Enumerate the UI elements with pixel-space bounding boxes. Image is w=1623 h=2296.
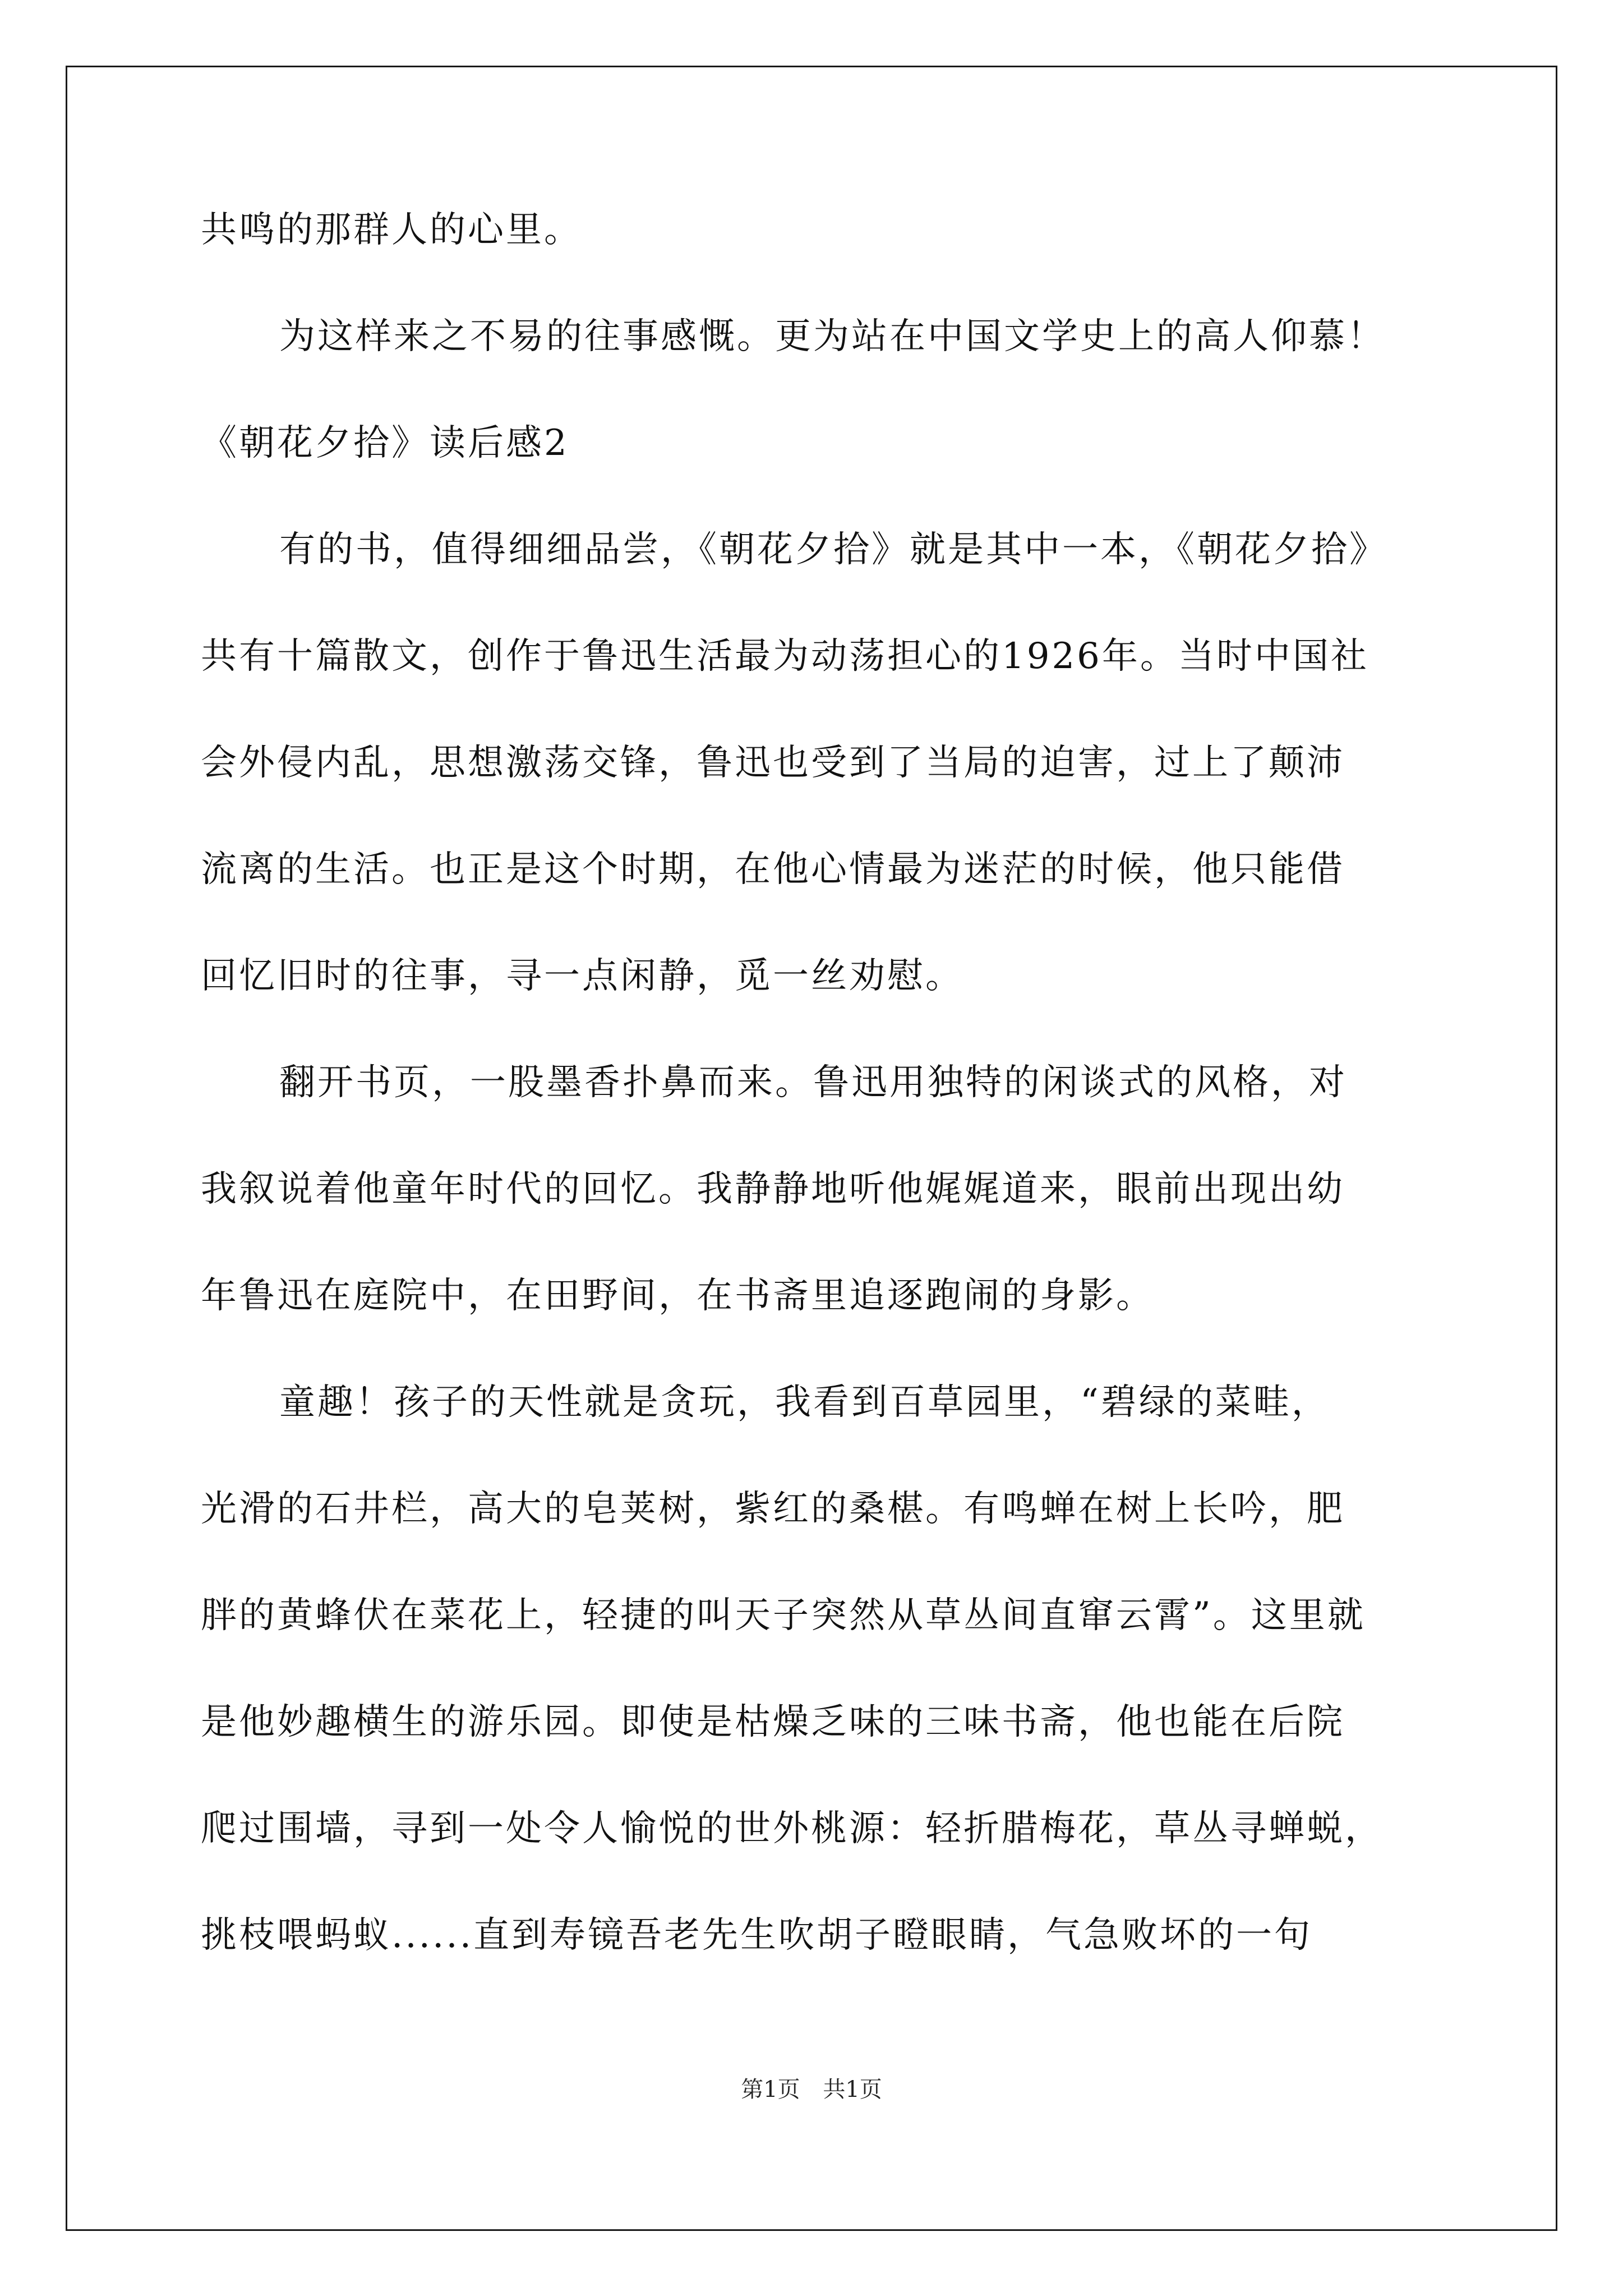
- text-line: 胖的黄蜂伏在菜花上，轻捷的叫天子突然从草丛间直窜云霄”。这里就: [201, 1595, 1366, 1636]
- page-border: [66, 66, 1557, 2231]
- page-total: 共1页: [823, 2077, 882, 2102]
- text-line: 童趣！孩子的天性就是贪玩，我看到百草园里，“碧绿的菜畦，: [279, 1382, 1330, 1423]
- text-line: 回忆旧时的往事，寻一点闲静，觅一丝劝慰。: [201, 955, 963, 997]
- text-line: 我叙说着他童年时代的回忆。我静静地听他娓娓道来，眼前出现出幼: [201, 1168, 1345, 1210]
- text-line: 光滑的石井栏，高大的皂荚树，紫红的桑椹。有鸣蝉在树上长吟，肥: [201, 1488, 1345, 1530]
- text-line: 爬过围墙，寻到一处令人愉悦的世外桃源：轻折腊梅花，草丛寻蝉蜕，: [201, 1808, 1383, 1849]
- text-line: 流离的生活。也正是这个时期，在他心情最为迷茫的时候，他只能借: [201, 849, 1345, 890]
- text-line: 共鸣的那群人的心里。: [201, 209, 582, 251]
- page-number: 第1页: [741, 2077, 800, 2102]
- text-line: 是他妙趣横生的游乐园。即使是枯燥乏味的三味书斋，他也能在后院: [201, 1701, 1345, 1743]
- text-line: 翻开书页，一股墨香扑鼻而来。鲁迅用独特的闲谈式的风格，对: [279, 1062, 1347, 1103]
- text-line: 年鲁迅在庭院中，在田野间，在书斋里追逐跑闹的身影。: [201, 1275, 1154, 1317]
- text-line: 共有十篇散文，创作于鲁迅生活最为动荡担心的1926年。当时中国社: [201, 636, 1369, 677]
- text-line: 会外侵内乱，思想激荡交锋，鲁迅也受到了当局的迫害，过上了颠沛: [201, 742, 1345, 784]
- section-heading: 《朝花夕拾》读后感2: [201, 422, 569, 464]
- text-line: 有的书，值得细细品尝，《朝花夕拾》就是其中一本，《朝花夕拾》: [279, 529, 1387, 570]
- text-line: 为这样来之不易的往事感慨。更为站在中国文学史上的高人仰慕！: [279, 316, 1385, 357]
- text-line: 挑枝喂蚂蚁......直到寿镜吾老先生吹胡子瞪眼睛，气急败坏的一句: [201, 1915, 1313, 1956]
- page-footer: [0, 2076, 1623, 2104]
